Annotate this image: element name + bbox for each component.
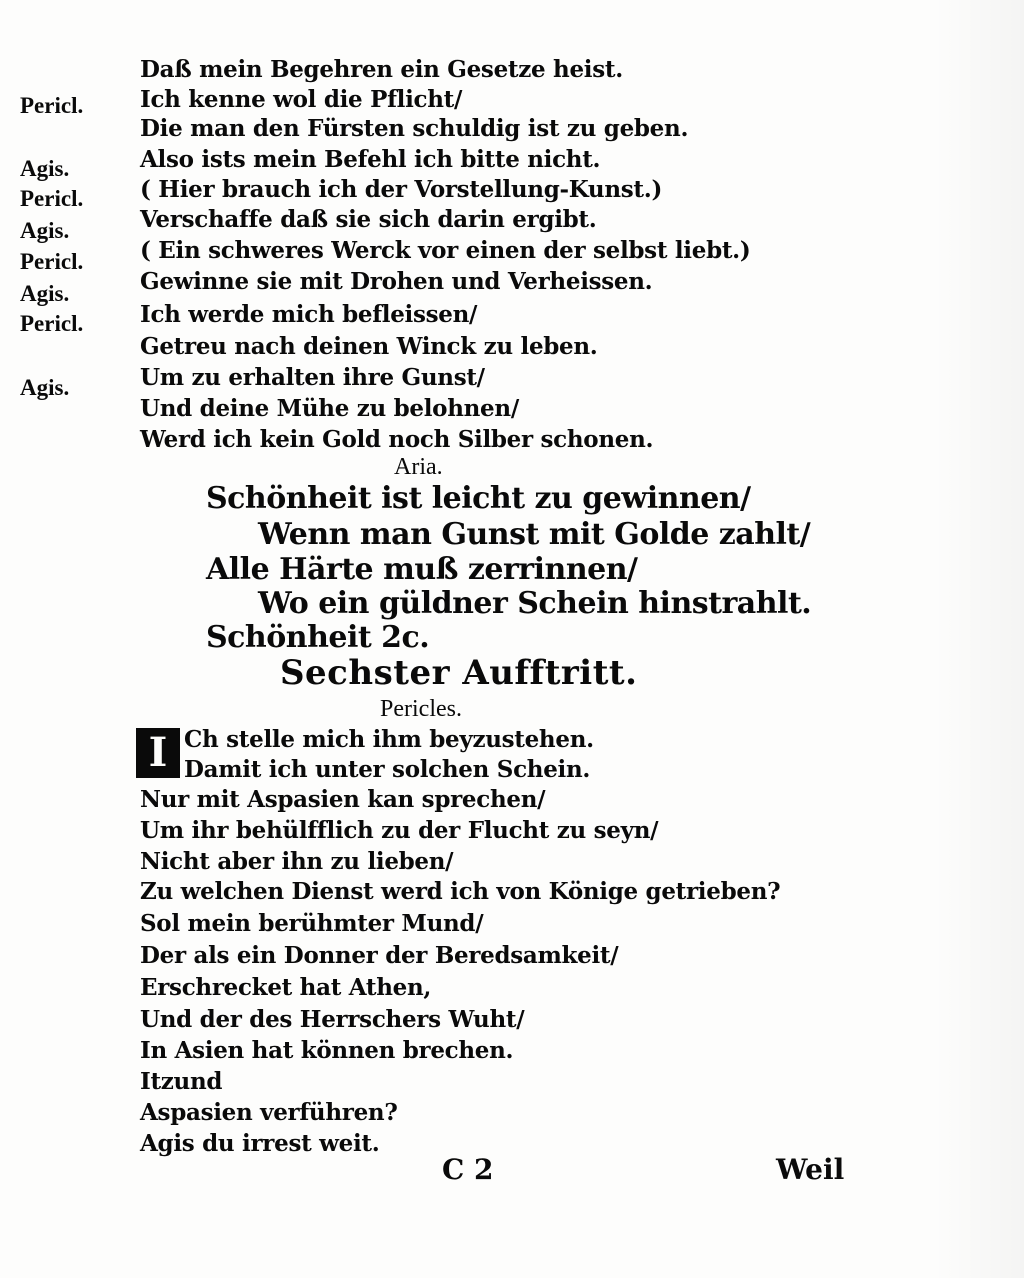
scene-speaker: Pericles. <box>380 696 462 722</box>
monologue-line: Und der des Herrschers Wuht/ <box>140 1006 525 1033</box>
speaker-label: Agis. <box>20 218 70 243</box>
dialogue-line: Um zu erhalten ihre Gunst/ <box>140 364 485 391</box>
monologue-line: Ch stelle mich ihm beyzustehen. <box>184 726 594 753</box>
monologue-line: In Asien hat können brechen. <box>140 1037 514 1064</box>
dialogue-line: Daß mein Begehren ein Gesetze heist. <box>140 56 623 83</box>
dialogue-line: Die man den Fürsten schuldig ist zu geben. <box>140 115 689 142</box>
monologue-line: Der als ein Donner der Beredsamkeit/ <box>140 942 619 969</box>
dialogue-line: Werd ich kein Gold noch Silber schonen. <box>140 426 654 453</box>
monologue-line: Itzund <box>140 1068 223 1095</box>
speaker-label: Pericl. <box>20 93 84 118</box>
catchword: Weil <box>776 1153 845 1186</box>
dialogue-line: Verschaffe daß sie sich darin ergibt. <box>140 206 597 233</box>
speaker-label: Pericl. <box>20 186 84 211</box>
dialogue-line: Ich kenne wol die Pflicht/ <box>140 86 463 113</box>
monologue-line: Erschrecket hat Athen, <box>140 974 432 1001</box>
page-edge-shadow <box>934 0 1024 1278</box>
dialogue-line: Gewinne sie mit Drohen und Verheissen. <box>140 268 653 295</box>
monologue-line: Damit ich unter solchen Schein. <box>184 756 591 783</box>
speaker-label: Pericl. <box>20 249 84 274</box>
dialogue-line: ( Ein schweres Werck vor einen der selbst liebt.) <box>140 237 751 264</box>
dialogue-line: Und deine Mühe zu belohnen/ <box>140 395 519 422</box>
speaker-label: Agis. <box>20 156 70 181</box>
speaker-label: Agis. <box>20 375 70 400</box>
dialogue-line: Also ists mein Befehl ich bitte nicht. <box>140 146 601 173</box>
monologue-line: Um ihr behülfflich zu der Flucht zu seyn/ <box>140 817 659 844</box>
aria-refrain: Schönheit 2c. <box>206 620 430 655</box>
signature-mark: C 2 <box>442 1153 494 1186</box>
dialogue-line: Getreu nach deinen Winck zu leben. <box>140 333 598 360</box>
aria-line: Schönheit ist leicht zu gewinnen/ <box>206 481 751 516</box>
aria-line: Wo ein güldner Schein hinstrahlt. <box>258 586 812 621</box>
aria-heading: Aria. <box>394 454 443 480</box>
aria-line: Alle Härte muß zerrinnen/ <box>206 552 638 587</box>
monologue-line: Nicht aber ihn zu lieben/ <box>140 848 454 875</box>
speaker-label: Pericl. <box>20 311 84 336</box>
drop-cap: I <box>136 728 180 778</box>
monologue-line: Aspasien verführen? <box>140 1099 398 1126</box>
monologue-line: Nur mit Aspasien kan sprechen/ <box>140 786 546 813</box>
aria-line: Wenn man Gunst mit Golde zahlt/ <box>258 517 811 552</box>
scene-title: Sechster Aufftritt. <box>280 653 638 693</box>
monologue-line: Agis du irrest weit. <box>140 1130 380 1157</box>
monologue-line: Zu welchen Dienst werd ich von Könige getrieben? <box>140 878 781 905</box>
speaker-label: Agis. <box>20 281 70 306</box>
dialogue-line: Ich werde mich befleissen/ <box>140 301 478 328</box>
dialogue-line: ( Hier brauch ich der Vorstellung-Kunst.) <box>140 176 663 203</box>
monologue-line: Sol mein berühmter Mund/ <box>140 910 484 937</box>
